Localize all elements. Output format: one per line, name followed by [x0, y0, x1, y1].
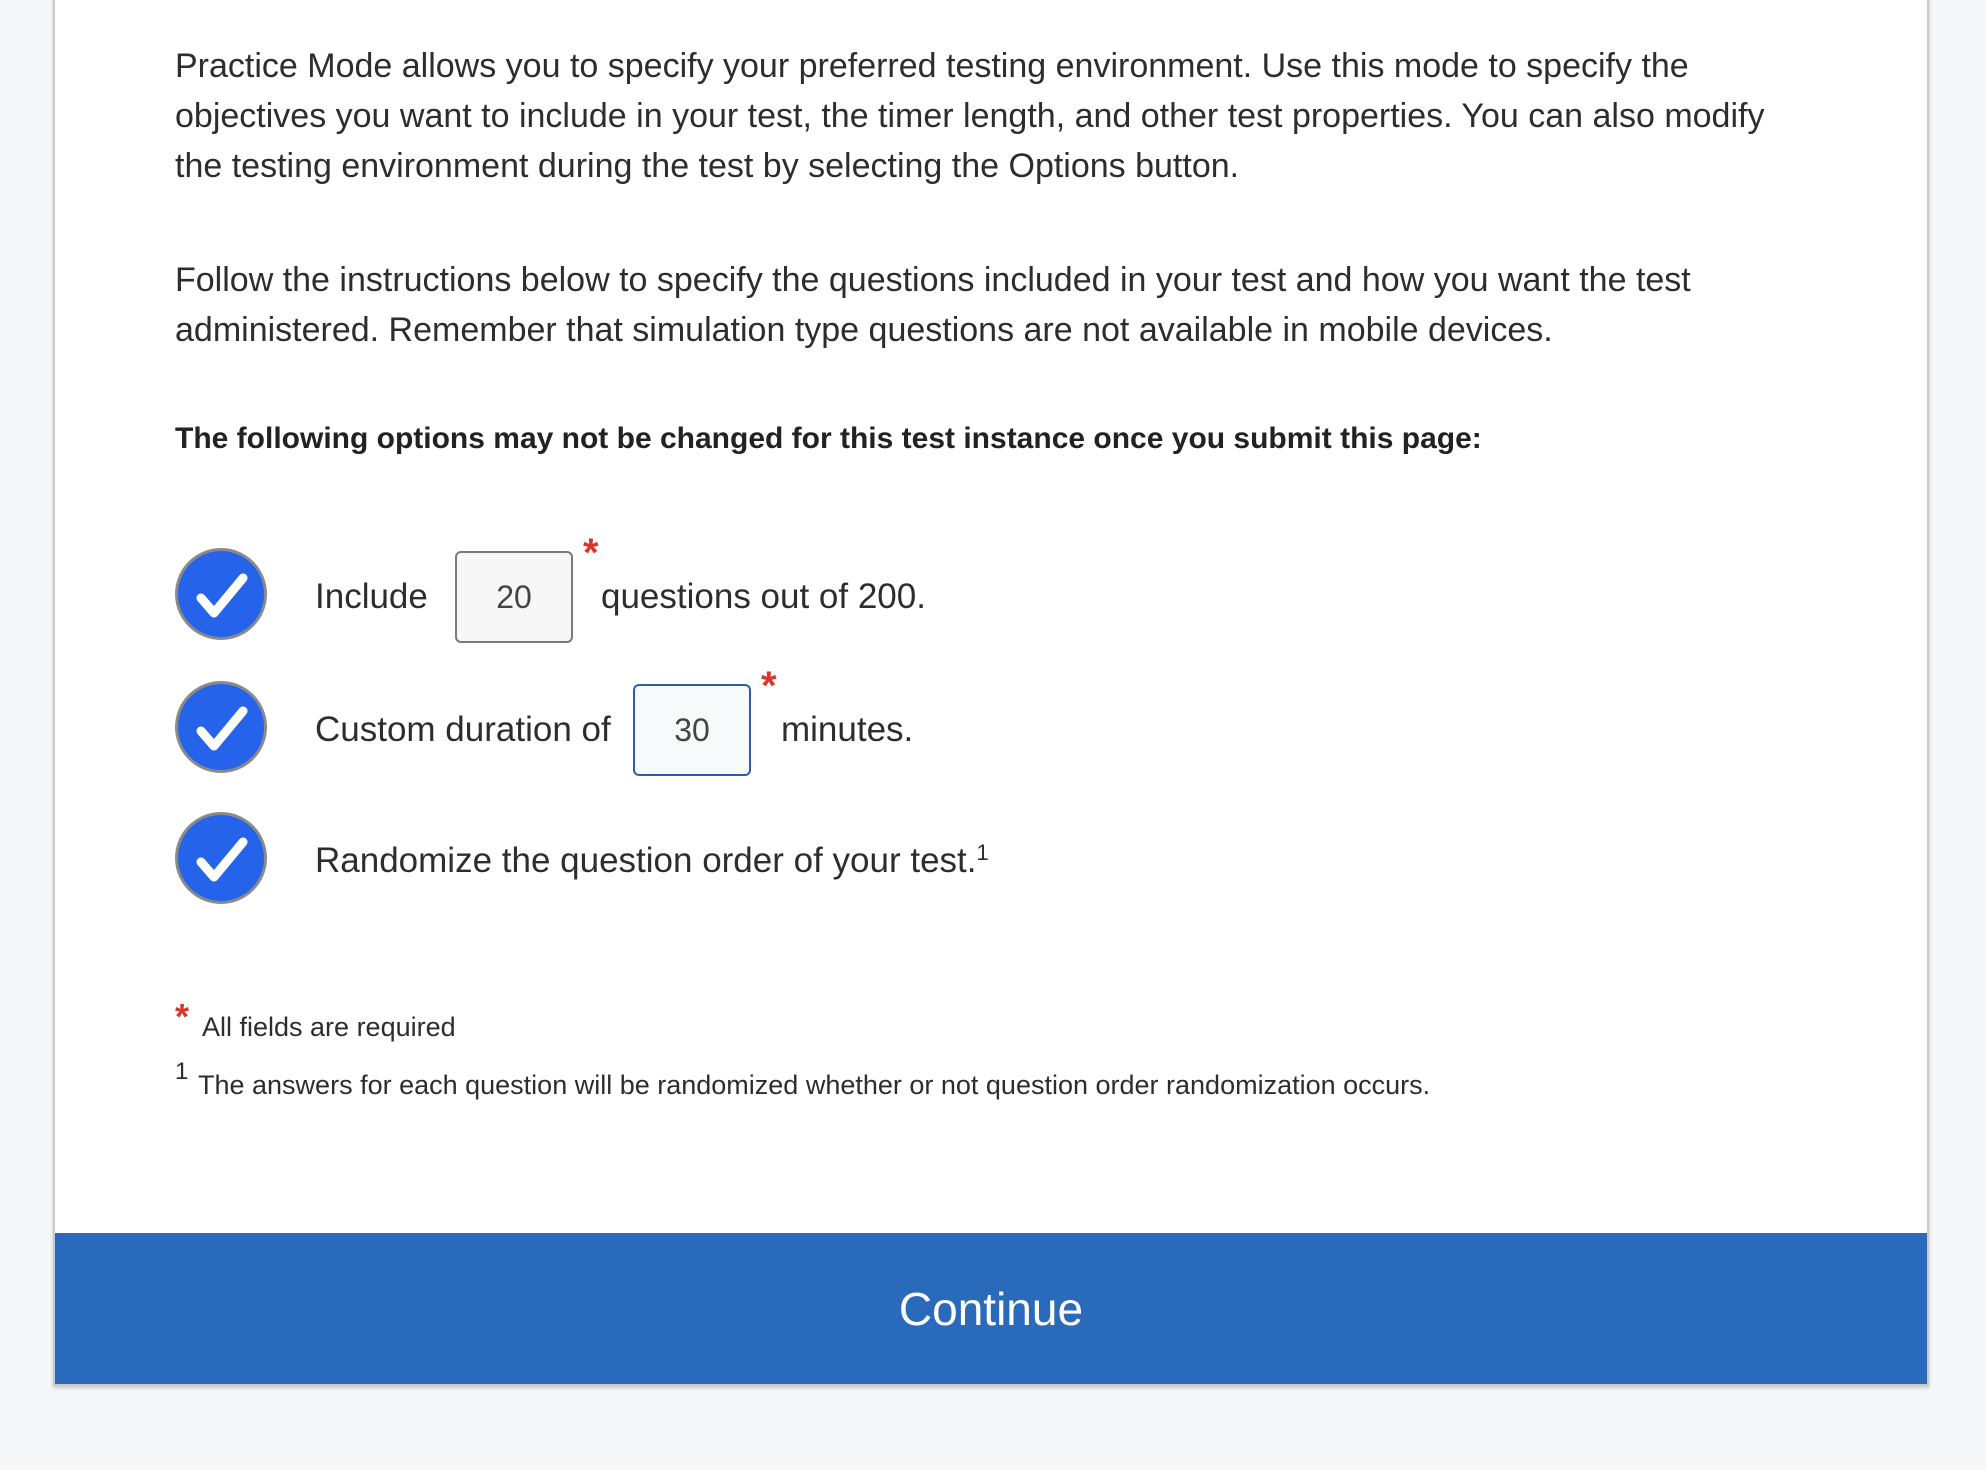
- checkmark-icon: [196, 706, 248, 752]
- question-count-required-mark: *: [583, 531, 599, 575]
- custom-duration-option: [175, 664, 1375, 780]
- checkmark-icon: [196, 837, 248, 883]
- question-count-label-after: questions out of 200.: [601, 577, 926, 616]
- checkmark-icon: [196, 573, 248, 619]
- intro-paragraph-1: Practice Mode allows you to specify your preferred testing environment. Use this mode to specify the objectives you want to include in your test, the timer length, and other test properties. You can also modify the testing environment during the test by selecting the Options button.: [175, 47, 1765, 185]
- footnote-legend-text: The answers for each question will be randomized whether or not question order randomization occurs.: [198, 1070, 1431, 1100]
- custom-duration-label-after: minutes.: [781, 710, 914, 749]
- required-legend-text: All fields are required: [202, 1012, 456, 1042]
- randomize-order-checkbox[interactable]: [175, 812, 267, 904]
- question-count-checkbox[interactable]: [175, 548, 267, 640]
- question-count-option: [175, 531, 1375, 647]
- randomize-order-option: [175, 811, 1375, 911]
- custom-duration-required-mark: *: [761, 664, 777, 708]
- locked-options-notice: The following options may not be changed for this test instance once you submit this page:: [175, 422, 1482, 455]
- intro-paragraph-2: Follow the instructions below to specify the questions included in your test and how you want the test administered. Remember that simulation type questions are not available in mobile devices.: [175, 261, 1691, 349]
- custom-duration-label-before: Custom duration of: [315, 710, 611, 749]
- question-count-label-before: Include: [315, 577, 428, 616]
- randomize-order-label-wrap: [315, 839, 989, 883]
- question-count-input[interactable]: [455, 551, 573, 643]
- custom-duration-input[interactable]: [633, 684, 751, 776]
- footnote-legend-mark: 1: [175, 1058, 189, 1085]
- practice-mode-card: [53, 0, 1929, 1386]
- randomize-footnote-ref: 1: [976, 840, 989, 865]
- required-legend-mark: *: [175, 996, 190, 1037]
- randomize-order-label: Randomize the question order of your test.: [315, 841, 977, 880]
- custom-duration-checkbox[interactable]: [175, 681, 267, 773]
- continue-button[interactable]: Continue: [55, 1233, 1927, 1384]
